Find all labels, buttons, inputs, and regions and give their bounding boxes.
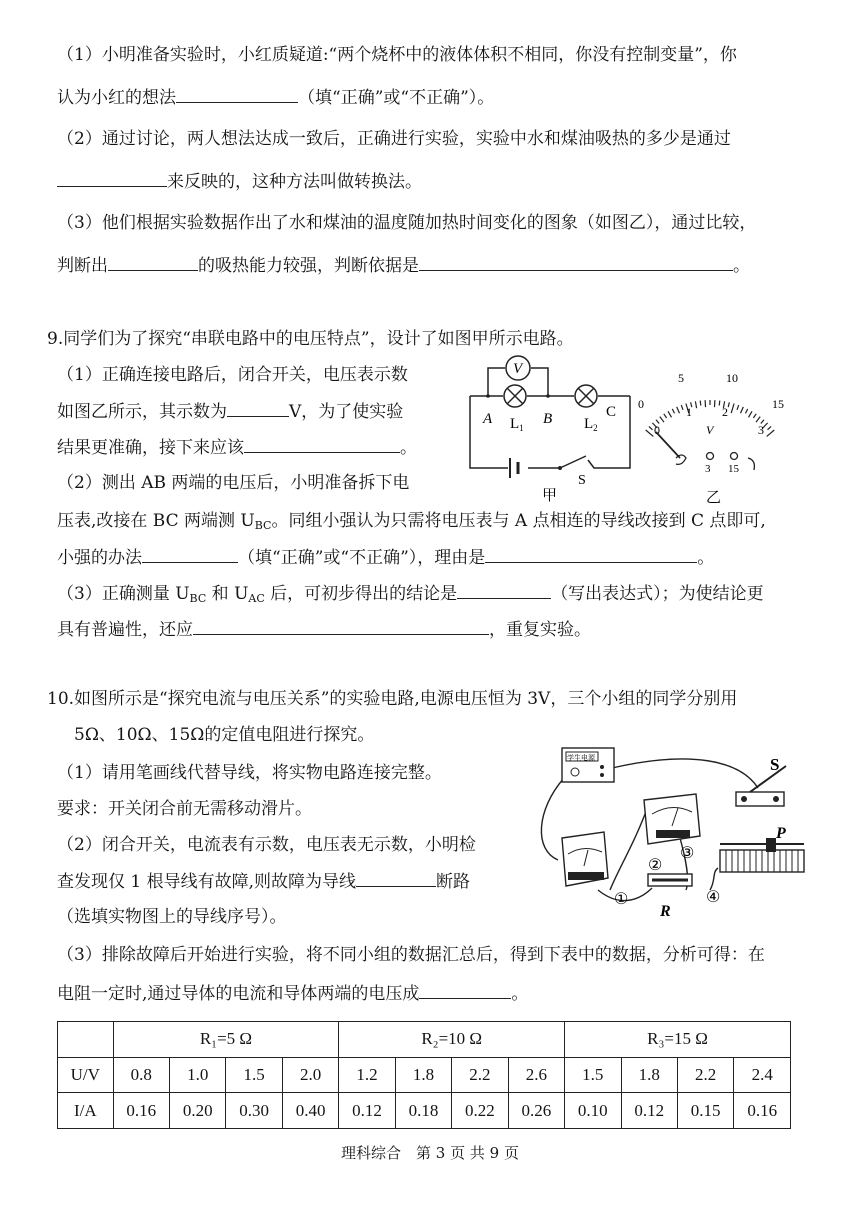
dial-bottom-3: 3 xyxy=(758,423,764,437)
q8-part1-text: 认为小红的想法 xyxy=(57,88,176,108)
table-cell: 0.18 xyxy=(395,1093,451,1129)
table-corner-cell xyxy=(58,1022,114,1058)
page-footer: 理科综合 第 3 页 共 9 页 xyxy=(341,1144,519,1162)
q10-part2-line2 xyxy=(57,870,470,893)
table-cell: 0.12 xyxy=(339,1093,395,1129)
table-cell: 1.8 xyxy=(395,1057,451,1093)
q10-part3-text-a: 电阻一定时,通过导体的电流和导体两端的电压成 xyxy=(57,984,420,1004)
q9-part3-line1 xyxy=(57,582,764,610)
answer-blank[interactable] xyxy=(485,546,697,563)
q8-part2-text: 来反映的，这种方法叫做转换法。 xyxy=(167,172,422,192)
table-cell: 2.6 xyxy=(508,1057,564,1093)
answer-blank[interactable] xyxy=(244,436,400,453)
q10-part1-line2: 要求：开关闭合前无需移动滑片。 xyxy=(57,799,312,819)
q10-part1-line1: （1）请用笔画线代替导线，将实物电路连接完整。 xyxy=(57,763,442,783)
table-cell: 0.26 xyxy=(508,1093,564,1129)
table-cell: 0.30 xyxy=(226,1093,282,1129)
table-cell: 0.8 xyxy=(113,1057,169,1093)
voltmeter-dial-yi xyxy=(630,366,800,510)
dial-tick xyxy=(756,417,760,423)
q8-part3-end: 。 xyxy=(733,256,750,276)
wire-number-1: ① xyxy=(614,891,629,908)
dial-tick xyxy=(768,426,772,429)
answer-blank[interactable] xyxy=(419,254,733,271)
dial-tick xyxy=(753,414,756,418)
table-cell: 0.40 xyxy=(282,1093,338,1129)
q10-part2-line1: （2）闭合开关，电流表有示数，电压表无示数，小明检 xyxy=(57,835,476,855)
q10-part2-line3: （选填实物图上的导线序号）。 xyxy=(57,907,287,927)
answer-blank[interactable] xyxy=(176,86,298,103)
answer-blank[interactable] xyxy=(227,400,289,417)
q9-part2-text-b: 。同组小强认为只需将电压表与 A 点相连的导线改接到 C 点即可, xyxy=(271,511,766,531)
q8-part1-hint: （填“正确”或“不正确”）。 xyxy=(298,88,495,108)
dial-tick xyxy=(681,405,683,410)
circuit-diagram-jia xyxy=(460,350,640,510)
q10-part2-text-b: 断路 xyxy=(436,872,471,892)
answer-blank[interactable] xyxy=(356,870,436,887)
wire-number-3: ③ xyxy=(680,845,695,862)
voltmeter-device xyxy=(644,794,700,844)
dial-unit: V xyxy=(706,423,714,437)
dial-top-15: 15 xyxy=(772,397,784,411)
table-row-voltage xyxy=(58,1057,791,1093)
dial-tick xyxy=(700,401,701,406)
q9-part1-end: 。 xyxy=(400,438,417,458)
dial-tick xyxy=(746,409,748,414)
dial-tick xyxy=(767,430,775,436)
answer-blank[interactable] xyxy=(419,982,511,999)
q10-part2-text-a: 查发现仅 1 根导线有故障,则故障为导线 xyxy=(57,872,357,892)
q9-part3-text-e: 具有普遍性，还应 xyxy=(57,620,193,640)
q9-part2-text-c: 小强的办法 xyxy=(57,548,142,568)
q8-part1-line1: （1）小明准备实验时，小红质疑道:“两个烧杯中的液体体积不相同，你没有控制变量”，你 xyxy=(57,45,737,65)
dial-tick xyxy=(695,401,696,408)
q10-part3-line2 xyxy=(57,982,528,1005)
lamp2-label: $L_2$ xyxy=(584,416,598,433)
q9-intro: 9.同学们为了探究“串联电路中的电压特点”，设计了如图甲所示电路。 xyxy=(47,329,574,349)
q9-part3-text-d: （写出表达式）；为使结论更 xyxy=(551,584,764,604)
q8-part3-line2 xyxy=(57,254,750,277)
dial-tick xyxy=(737,405,739,410)
q8-part3-line1: （3）他们根据实验数据作出了水和煤油的温度随加热时间变化的图象（如图乙），通过比较， xyxy=(57,213,757,233)
table-row-current xyxy=(58,1093,791,1129)
figure-caption-jia: 甲 xyxy=(542,488,558,504)
answer-blank[interactable] xyxy=(457,582,551,599)
q9-part1-line1: （1）正确连接电路后，闭合开关，电压表示数 xyxy=(57,365,408,385)
answer-blank[interactable] xyxy=(57,170,167,187)
terminal-15: 15 xyxy=(728,463,739,475)
table-cell: 2.0 xyxy=(282,1057,338,1093)
table-group-header: R₁=5 Ω xyxy=(113,1022,339,1058)
wire-number-4: ④ xyxy=(706,889,721,906)
table-cell: 0.10 xyxy=(565,1093,621,1129)
q9-part3-text-f: ，重复实验。 xyxy=(489,620,591,640)
dial-tick xyxy=(660,417,664,423)
slider-label: P xyxy=(776,825,786,842)
q9-part1-text-b: V，为了使实验 xyxy=(289,402,404,422)
fixed-resistor xyxy=(648,874,692,886)
q10-intro-line2: 5Ω、10Ω、15Ω的定值电阻进行探究。 xyxy=(74,725,375,745)
table-cell: 1.5 xyxy=(226,1057,282,1093)
q9-part1-text-a: 如图乙所示，其示数为 xyxy=(57,402,227,422)
q9-part2-line1: （2）测出 AB 两端的电压后，小明准备拆下电 xyxy=(57,473,410,493)
power-supply-label: 学生电源 xyxy=(567,754,595,762)
dial-tick xyxy=(741,407,744,413)
data-table xyxy=(57,1021,791,1129)
subscript: AC xyxy=(248,592,265,605)
dial-top-10: 10 xyxy=(726,371,738,385)
dial-bottom-0: 0 xyxy=(654,423,660,437)
q9-part3-text-b: 和 U xyxy=(206,584,249,604)
table-row-label: I/A xyxy=(58,1093,114,1129)
point-a-label: A xyxy=(483,411,493,427)
dial-tick xyxy=(719,401,720,406)
voltmeter-label: V xyxy=(513,361,523,377)
table-cell: 2.4 xyxy=(734,1057,791,1093)
table-row-label: U/V xyxy=(58,1057,114,1093)
table-cell: 1.5 xyxy=(565,1057,621,1093)
resistor-label: R xyxy=(660,903,671,920)
dial-tick xyxy=(646,430,654,436)
dial-bottom-2: 2 xyxy=(722,405,728,419)
q9-part3-text-a: （3）正确测量 U xyxy=(57,584,190,604)
terminal-3: 3 xyxy=(705,463,711,475)
dial-top-5: 5 xyxy=(678,371,684,385)
table-cell: 0.16 xyxy=(734,1093,791,1129)
switch-label: S xyxy=(578,473,586,488)
dial-top-0: 0 xyxy=(638,397,644,411)
table-group-header: R₂=10 Ω xyxy=(339,1022,565,1058)
point-b-label: B xyxy=(543,411,553,427)
table-cell: 1.0 xyxy=(170,1057,226,1093)
dial-tick xyxy=(731,404,734,414)
point-c-label: C xyxy=(606,404,617,420)
switch-label: S xyxy=(770,755,780,774)
dial-tick xyxy=(668,411,672,417)
q10-part3-end: 。 xyxy=(511,984,529,1004)
q9-part3-text-c: 后，可初步得出的结论是 xyxy=(264,584,458,604)
answer-blank[interactable] xyxy=(142,546,238,563)
q8-part1-line2 xyxy=(57,86,494,109)
q9-part2-line3 xyxy=(57,546,714,569)
table-cell: 0.15 xyxy=(677,1093,733,1129)
q10-intro-line1: 10.如图所示是“探究电流与电压关系”的实验电路,电源电压恒为 3V，三个小组的同学分别用 xyxy=(47,689,738,709)
dial-tick xyxy=(672,409,674,414)
q9-part2-end: 。 xyxy=(697,548,715,568)
lamp1-label: $L_1$ xyxy=(510,416,524,433)
dial-tick xyxy=(677,407,680,413)
table-cell: 1.8 xyxy=(621,1057,677,1093)
subscript: BC xyxy=(189,592,207,605)
q9-part2-text-d: （填“正确”或“不正确”），理由是 xyxy=(238,548,486,568)
table-cell: 1.2 xyxy=(339,1057,395,1093)
q9-part1-text-c: 结果更准确，接下来应该 xyxy=(57,438,244,458)
dial-tick xyxy=(728,402,729,407)
dial-tick xyxy=(664,414,667,418)
table-cell: 2.2 xyxy=(677,1057,733,1093)
q9-part2-line2 xyxy=(57,510,766,537)
q8-part3-text-a: 判断出 xyxy=(57,256,108,276)
q9-part1-line2 xyxy=(57,400,403,423)
q9-part3-line2 xyxy=(57,618,591,641)
dial-bottom-1: 1 xyxy=(686,405,692,419)
table-group-header: R₃=15 Ω xyxy=(565,1022,791,1058)
power-supply xyxy=(562,748,614,782)
rheostat-device xyxy=(720,838,804,872)
q8-part2-line2 xyxy=(57,170,422,193)
table-cell: 0.20 xyxy=(170,1093,226,1129)
subscript: BC xyxy=(254,519,272,532)
ammeter-device xyxy=(562,832,608,886)
figure-caption-yi: 乙 xyxy=(706,490,722,506)
q10-part3-line1: （3）排除故障后开始进行实验，将不同小组的数据汇总后，得到下表中的数据，分析可得：在 xyxy=(57,945,765,965)
wire-number-2: ② xyxy=(648,857,663,874)
q8-part2-line1: （2）通过讨论，两人想法达成一致后，正确进行实验，实验中水和煤油吸热的多少是通过 xyxy=(57,129,731,149)
physical-circuit-figure xyxy=(540,740,815,925)
table-cell: 2.2 xyxy=(452,1057,508,1093)
q9-part1-line3 xyxy=(57,436,417,459)
table-header-row xyxy=(58,1022,791,1058)
dial-tick xyxy=(649,426,653,429)
table-cell: 0.16 xyxy=(113,1093,169,1129)
table-cell: 0.12 xyxy=(621,1093,677,1129)
q8-part3-text-b: 的吸热能力较强，判断依据是 xyxy=(198,256,419,276)
dial-tick xyxy=(749,411,753,417)
q9-part2-text-a: 压表,改接在 BC 两端测 U xyxy=(57,511,255,531)
table-cell: 0.22 xyxy=(452,1093,508,1129)
answer-blank[interactable] xyxy=(193,618,489,635)
answer-blank[interactable] xyxy=(108,254,198,271)
